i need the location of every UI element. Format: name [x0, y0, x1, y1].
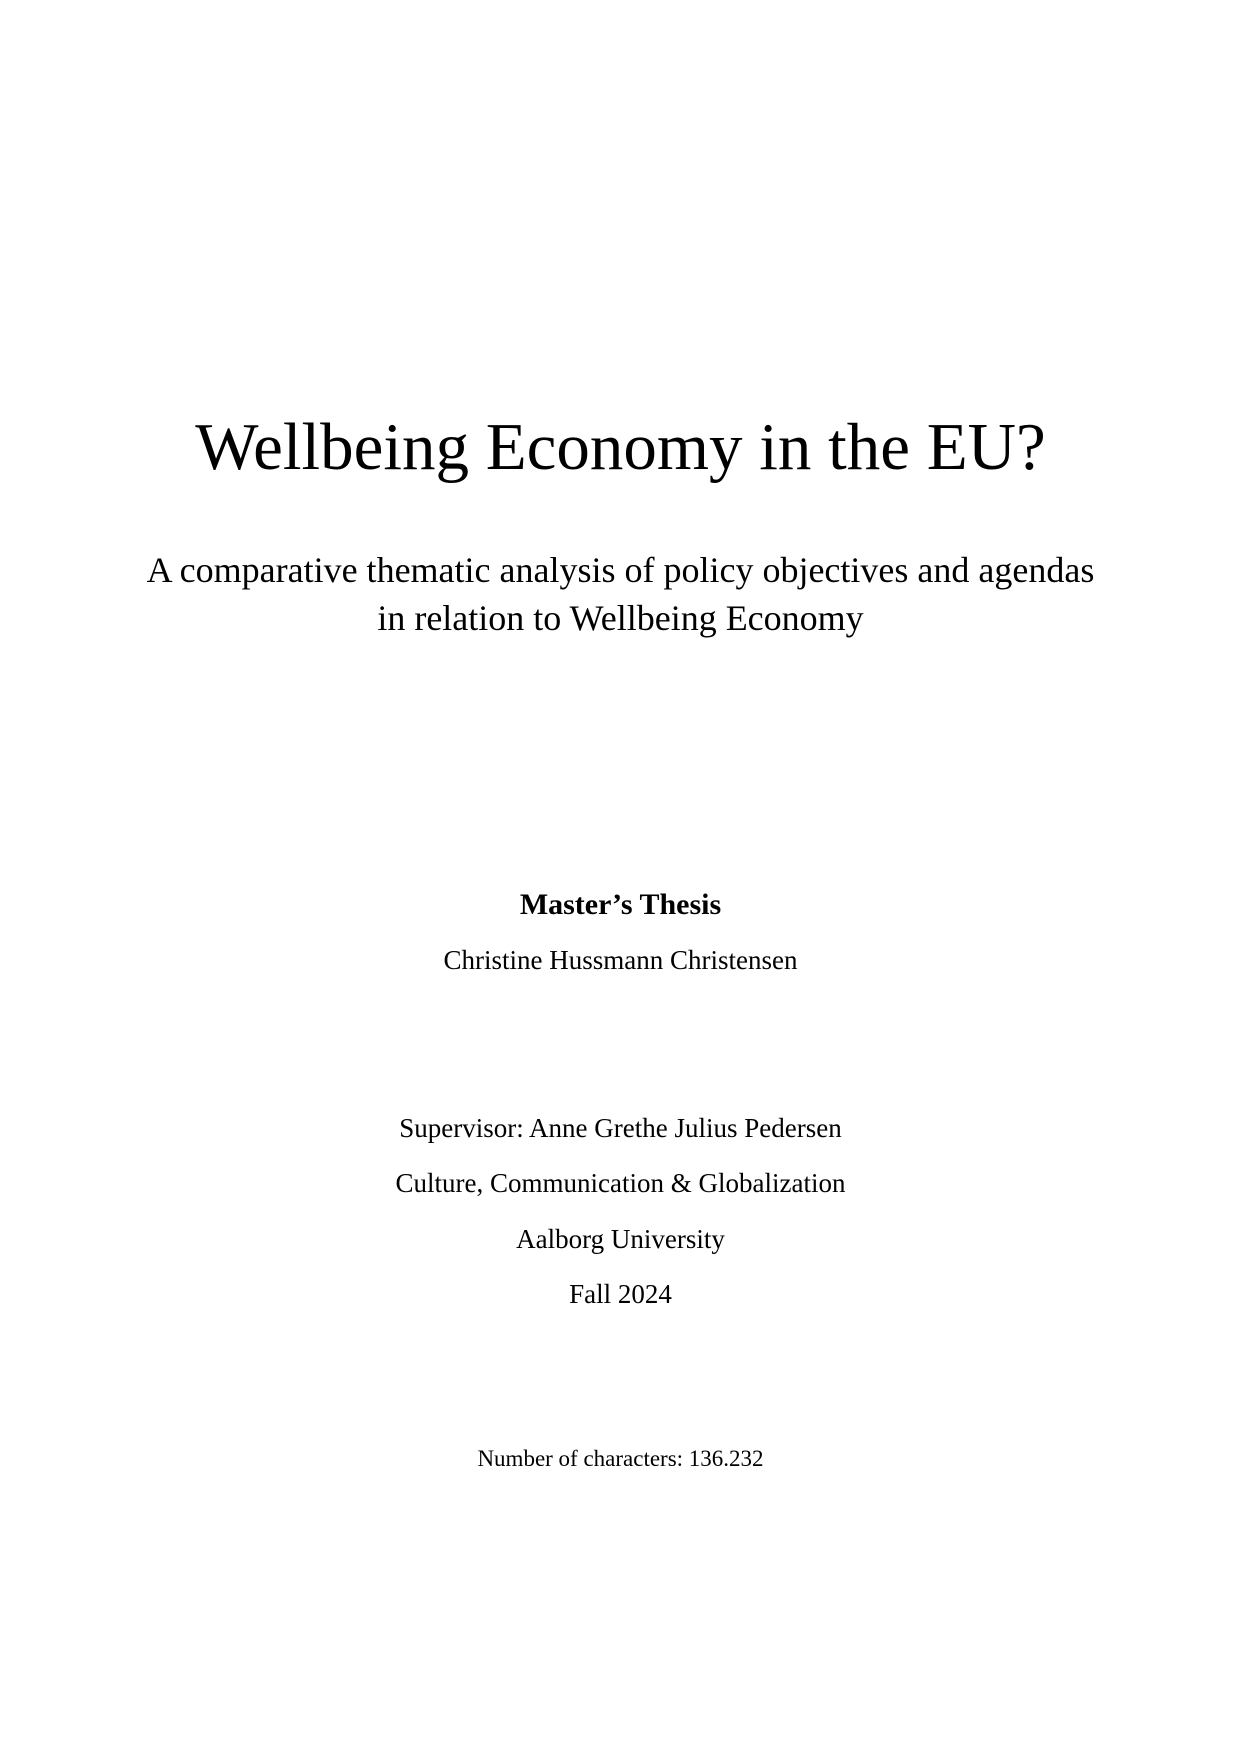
- document-title: Wellbeing Economy in the EU?: [195, 410, 1046, 484]
- university: Aalborg University: [516, 1224, 725, 1254]
- subtitle-line-2: in relation to Wellbeing Economy: [377, 598, 864, 638]
- thesis-type: Master’s Thesis: [519, 888, 722, 921]
- subtitle-line-1: A comparative thematic analysis of policy objectives and agendas: [146, 550, 1095, 590]
- programme: Culture, Communication & Globalization: [395, 1168, 846, 1198]
- character-count: Number of characters: 136.232: [477, 1446, 764, 1471]
- supervisor: Supervisor: Anne Grethe Julius Pedersen: [399, 1113, 842, 1143]
- author-name: Christine Hussmann Christensen: [443, 945, 798, 975]
- term: Fall 2024: [569, 1279, 672, 1309]
